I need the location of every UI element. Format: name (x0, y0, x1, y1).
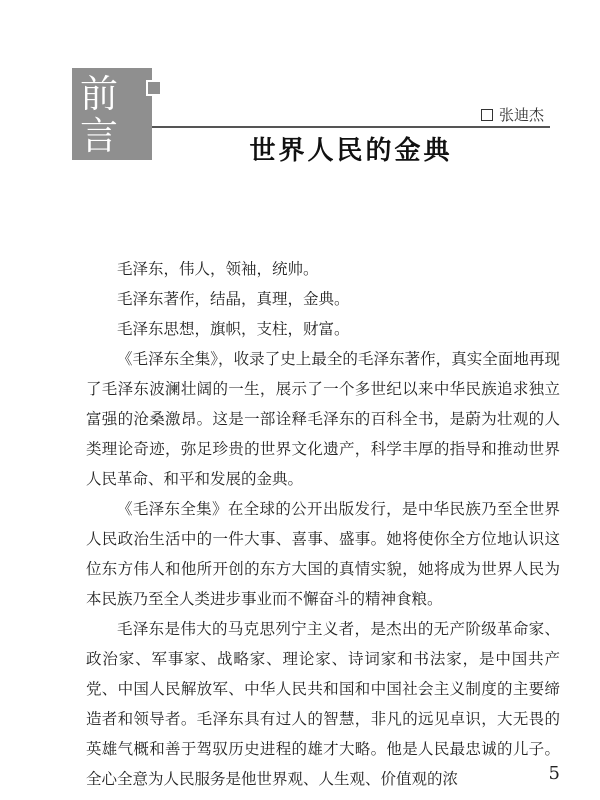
paragraph: 毛泽东思想，旗帜，支柱，财富。 (117, 320, 350, 338)
square-decoration-icon (146, 80, 162, 96)
header-rule (152, 126, 550, 128)
author-name: 张迪杰 (498, 106, 544, 124)
author-line (481, 104, 544, 125)
section-label-char-1: 前 (80, 72, 119, 116)
paragraph: 《毛泽东全集》，收录了史上最全的毛泽东著作，真实全面地再现了毛泽东波澜壮阔的一生，展示了一个多世纪以来中华民族追求独立富强的沧桑激昂。这是一部诠释毛泽东的百科全书，是蔚为壮观的人类理论奇迹，弥足珍贵的世界文化遗产，科学丰厚的指导和推动世界人民革命、和平和发展的金典。 (86, 350, 560, 488)
paragraph: 毛泽东是伟大的马克思列宁主义者，是杰出的无产阶级革命家、政治家、军事家、战略家、理论家、诗词家和书法家，是中国共产党、中国人民解放军、中华人民共和国和中国社会主义制度的主要缔造者和领导者。毛泽东具有过人的智慧，非凡的远见卓识，大无畏的英雄气概和善于驾驭历史进程的雄才大略。他是人民最忠诚的儿子。全心全意为人民服务是他世界观、人生观、价值观的浓 (86, 620, 560, 788)
body-text (86, 254, 560, 794)
paragraph: 《毛泽东全集》在全球的公开出版发行，是中华民族乃至全世界人民政治生活中的一件大事、喜事、盛事。她将使你全方位地认识这位东方伟人和他所开创的东方大国的真情实貌，她将成为世界人民为本民族乃至全人类进步事业而不懈奋斗的精神食粮。 (86, 500, 560, 608)
page-number: 5 (548, 763, 560, 784)
paragraph: 毛泽东，伟人，领袖，统帅。 (117, 260, 319, 278)
section-label-char-2: 言 (80, 114, 119, 158)
square-bullet-icon (481, 109, 493, 121)
page-title: 世界人民的金典 (249, 136, 453, 166)
paragraph: 毛泽东著作，结晶，真理，金典。 (117, 290, 350, 308)
